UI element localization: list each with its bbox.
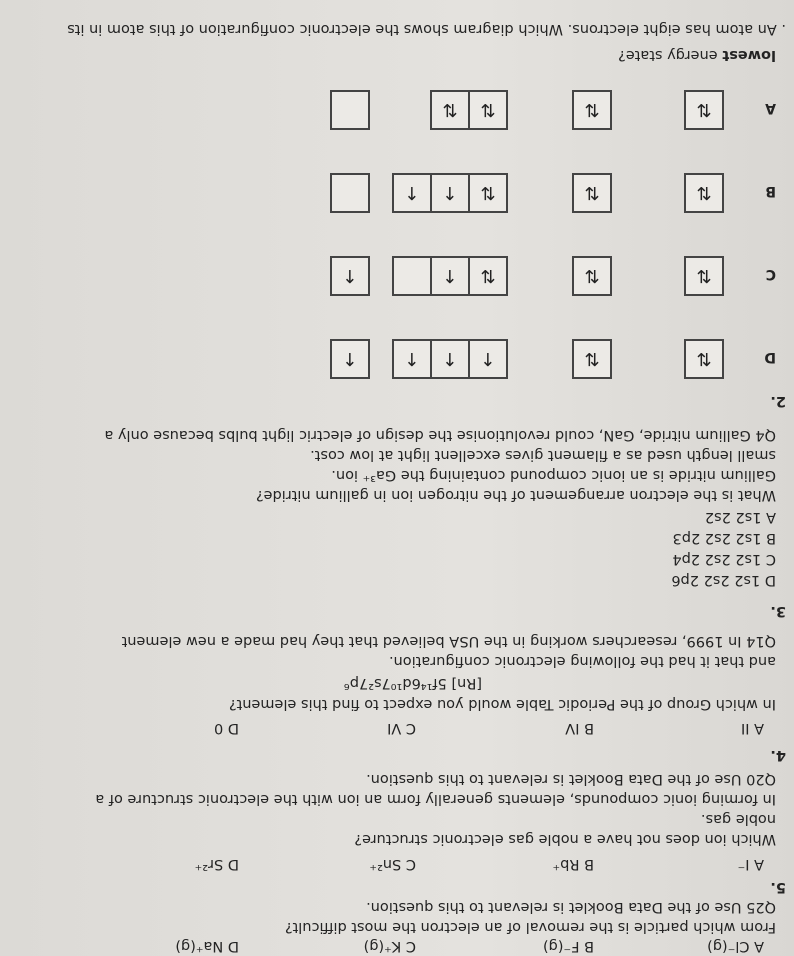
orbital-box: ⇅ bbox=[572, 90, 612, 130]
q4-answer[interactable]: D 1s2 2s2 2p6 bbox=[671, 572, 776, 588]
q14-question: In which Group of the Periodic Table would you expect to find this element? bbox=[228, 696, 776, 712]
orbital-box: ⇅ bbox=[572, 173, 612, 213]
q1-line2 bbox=[618, 46, 776, 64]
q4-line: What is the electron arrangement of the nitrogen ion in gallium nitride? bbox=[255, 487, 776, 503]
option-c-letter: C bbox=[765, 266, 776, 282]
q20-choice[interactable]: B Rb⁺ bbox=[552, 856, 594, 872]
section-4-number: 4. bbox=[770, 747, 786, 763]
q1-bold-word: lowest bbox=[722, 47, 776, 63]
orbital-box bbox=[330, 173, 370, 213]
orbital-box: ⇅ bbox=[684, 339, 724, 379]
q20-choice[interactable]: C Sn²⁺ bbox=[369, 856, 416, 872]
q20-line: Q20 Use of the Data Booklet is relevant to this question. bbox=[366, 771, 776, 787]
q20-line: noble gas. bbox=[700, 811, 776, 827]
orbital-box: ⇅ bbox=[430, 90, 470, 130]
section-2-number: 2. bbox=[770, 393, 786, 409]
q14-line: Q14 In 1999, researchers working in the USA believed that they had made a new element bbox=[121, 633, 776, 649]
electron-config: [Rn] 5f¹⁴6d¹⁰7s²7p⁶ bbox=[343, 675, 482, 691]
orbital-box: ↑ bbox=[468, 339, 508, 379]
orbital-box: ⇅ bbox=[572, 256, 612, 296]
orbital-box: ↑ bbox=[392, 339, 432, 379]
q25-choice[interactable]: C K⁺(g) bbox=[363, 938, 416, 954]
q25-line: From which particle is the removal of an electron the most difficult? bbox=[284, 919, 776, 935]
q14-choice[interactable]: B IV bbox=[565, 720, 594, 736]
q14-line: and that it had the following electronic configuration. bbox=[389, 653, 776, 669]
q1-rest: energy state? bbox=[618, 47, 723, 63]
orbital-box: ⇅ bbox=[684, 256, 724, 296]
q4-answer[interactable]: C 1s2 2s2 2p4 bbox=[672, 551, 776, 567]
orbital-box: ↑ bbox=[430, 173, 470, 213]
orbital-box: ↑ bbox=[330, 339, 370, 379]
orbital-box: ⇅ bbox=[468, 90, 508, 130]
orbital-box: ↑ bbox=[430, 339, 470, 379]
q14-choice[interactable]: A II bbox=[740, 720, 764, 736]
q20-choice[interactable]: A I⁻ bbox=[737, 856, 764, 872]
q4-answer[interactable]: B 1s2 2s2 2p3 bbox=[672, 530, 776, 546]
orbital-box: ⇅ bbox=[468, 256, 508, 296]
orbital-box bbox=[392, 256, 432, 296]
q4-line: Gallium nitride is an ionic compound containing the Ga³⁺ ion. bbox=[331, 467, 776, 483]
option-a-letter: A bbox=[765, 100, 776, 116]
q20-choice[interactable]: D Sr²⁺ bbox=[194, 856, 239, 872]
orbital-box: ↑ bbox=[392, 173, 432, 213]
orbital-box: ⇅ bbox=[684, 90, 724, 130]
q25-choice[interactable]: D Na⁺(g) bbox=[175, 938, 239, 954]
orbital-box bbox=[330, 90, 370, 130]
option-b-letter: B bbox=[765, 183, 776, 199]
orbital-box: ⇅ bbox=[572, 339, 612, 379]
section-3-number: 3. bbox=[770, 603, 786, 619]
q20-line: Which ion does not have a noble gas electronic structure? bbox=[354, 831, 776, 847]
q4-answer[interactable]: A 1s2 2s2 bbox=[704, 509, 776, 525]
q20-line: In forming ionic compounds, elements generally form an ion with the electronic structure of a bbox=[95, 791, 776, 807]
section-5-number: 5. bbox=[770, 879, 786, 895]
q14-choice[interactable]: D 0 bbox=[214, 720, 239, 736]
orbital-box: ↑ bbox=[430, 256, 470, 296]
orbital-box: ⇅ bbox=[468, 173, 508, 213]
q4-line: small length used as a filament gives excellent light at low cost. bbox=[310, 447, 776, 463]
orbital-box: ⇅ bbox=[684, 173, 724, 213]
q1-line1: . An atom has eight electrons. Which diagram shows the electronic configuration of this atom in its bbox=[67, 21, 786, 37]
q25-choice[interactable]: B F⁻(g) bbox=[542, 938, 594, 954]
q4-line: Q4 Gallium nitride, GaN, could revolutionise the design of electric light bulbs because only a bbox=[104, 427, 776, 443]
q25-line: Q25 Use of the Data Booklet is relevant to this question. bbox=[366, 899, 776, 915]
q14-choice[interactable]: C VI bbox=[387, 720, 416, 736]
option-d-letter: D bbox=[764, 349, 776, 365]
q25-choice[interactable]: A Cl⁻(g) bbox=[707, 938, 764, 954]
orbital-box: ↑ bbox=[330, 256, 370, 296]
